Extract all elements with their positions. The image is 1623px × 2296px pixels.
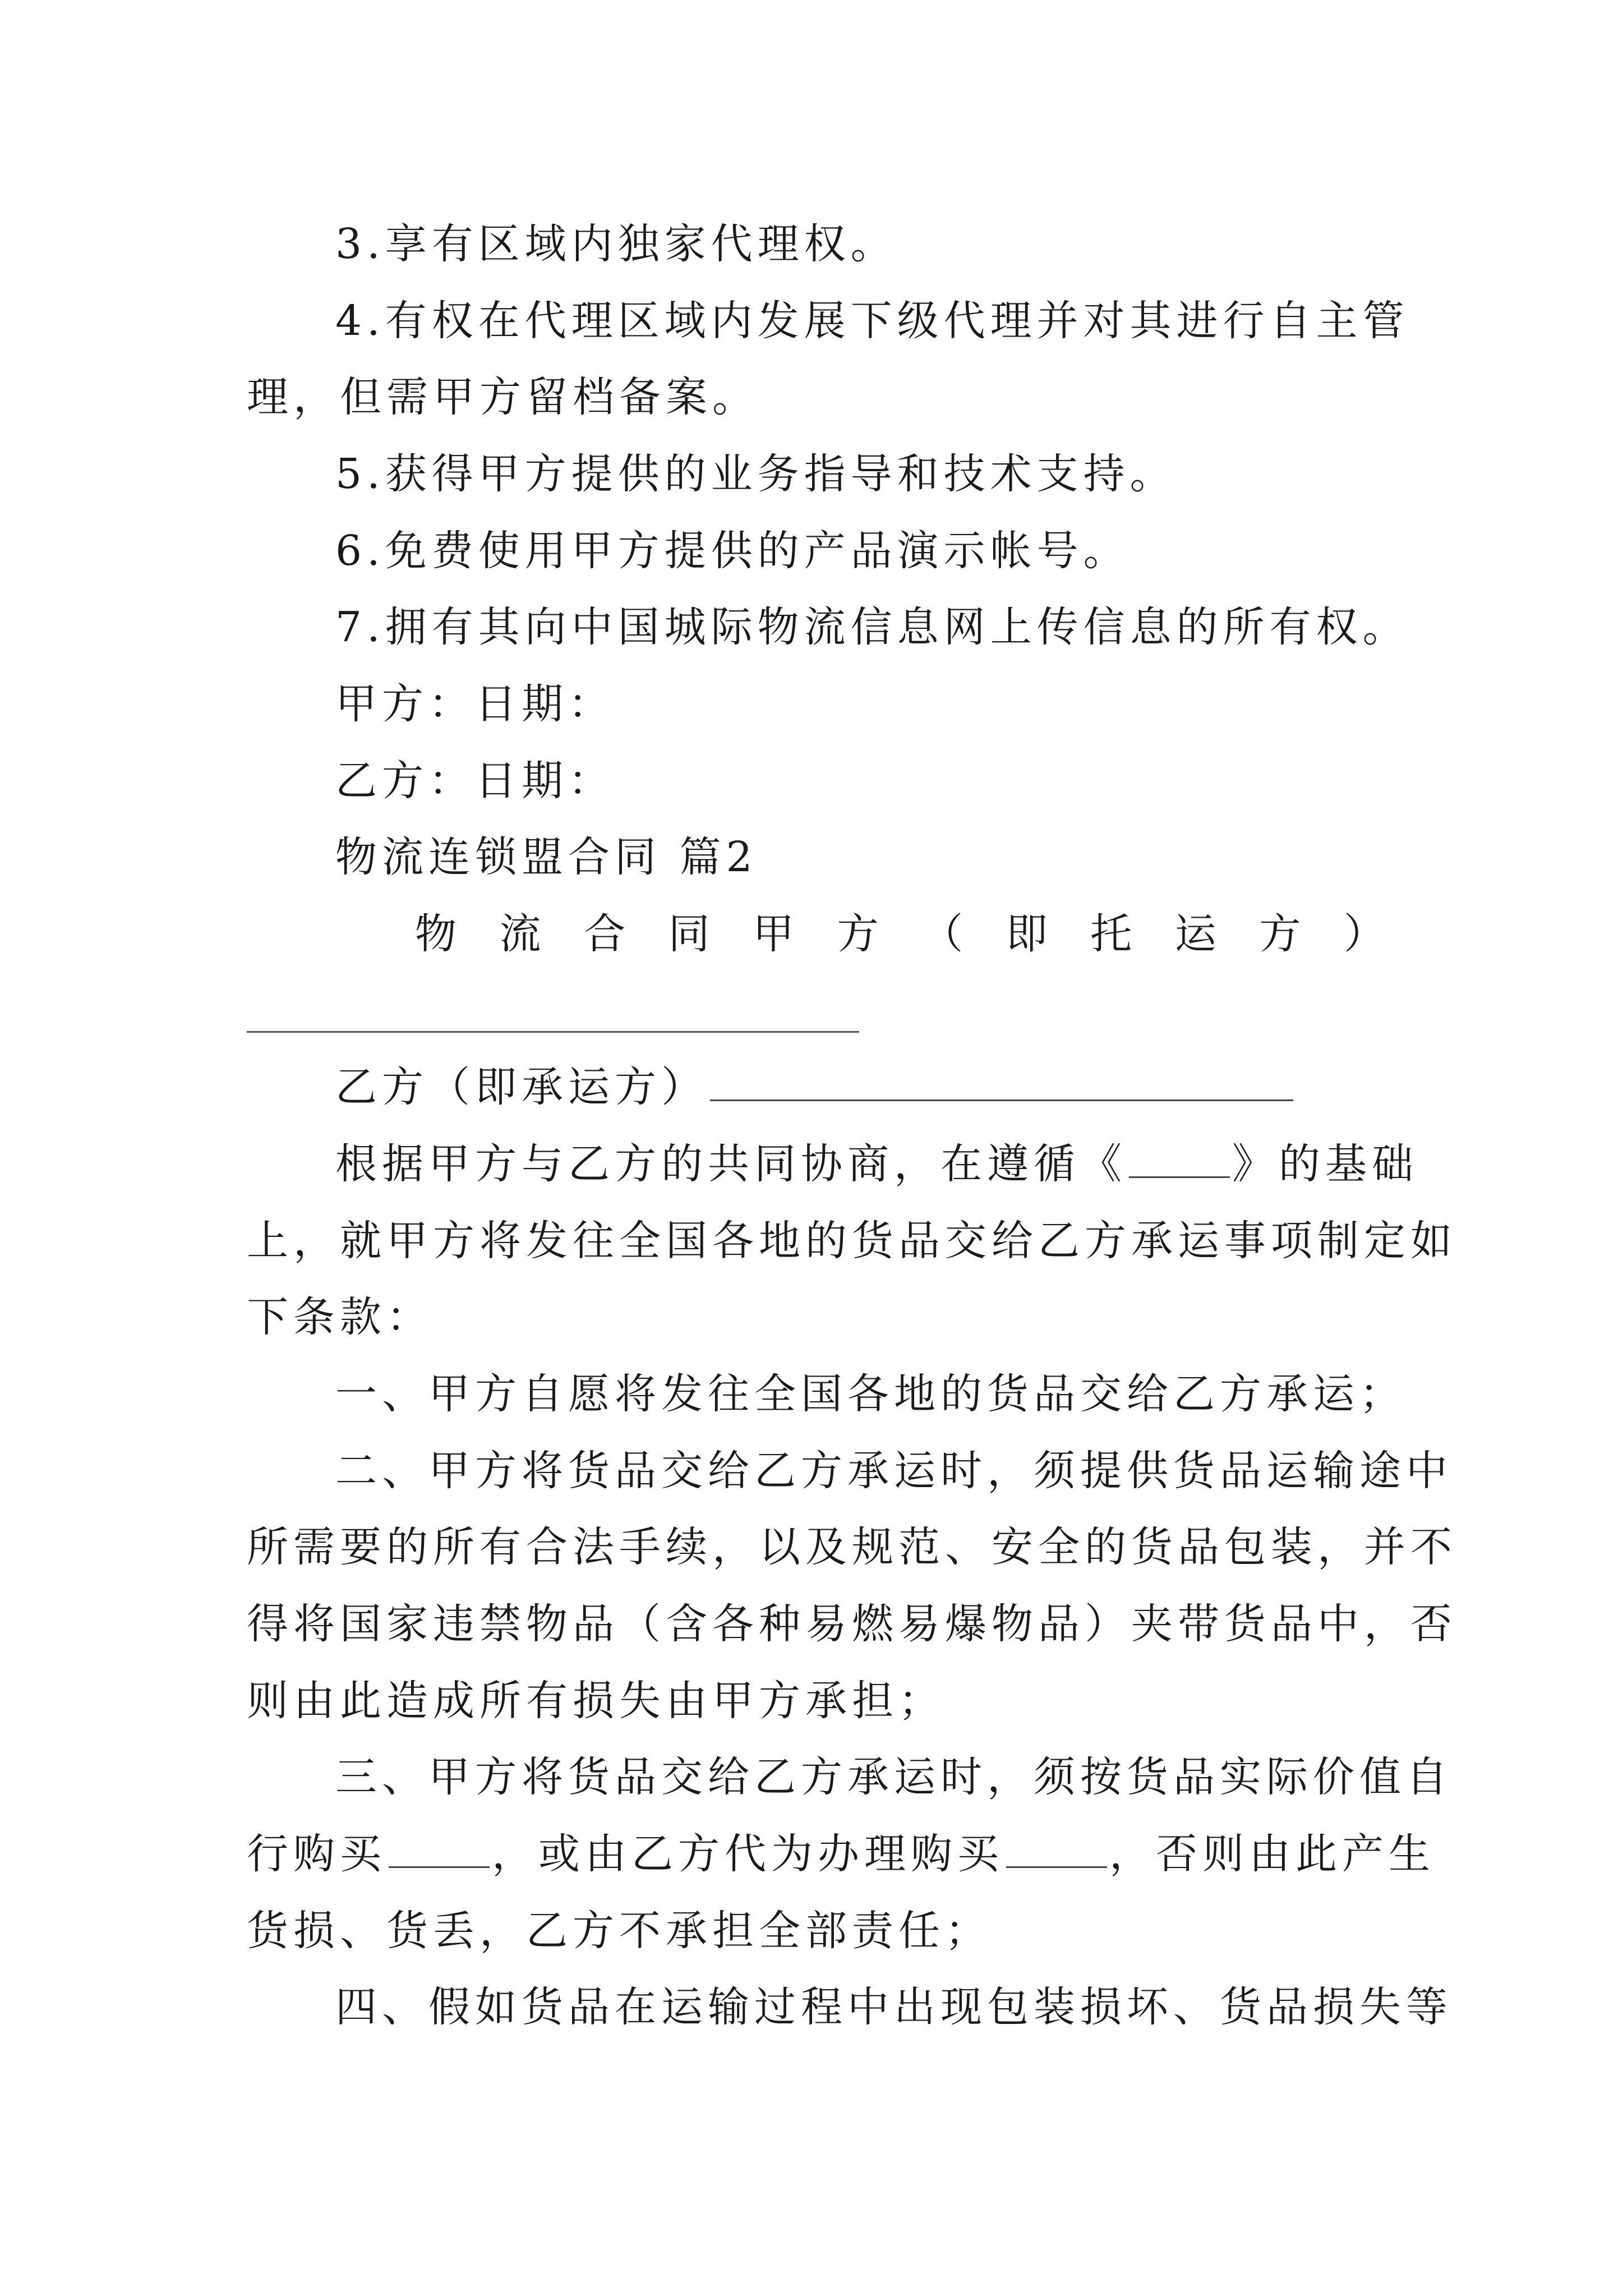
law-name-blank — [1129, 1142, 1230, 1178]
section-heading: 物流连锁盟合同 篇2 — [335, 833, 758, 881]
signature-party-b: 乙方：日期： — [335, 757, 615, 805]
party-b-label: 乙方（即承运方） — [335, 1063, 708, 1111]
item-3: 3.享有区域内独家代理权。 — [335, 220, 897, 268]
preamble-line-2: 上，就甲方将发往全国各地的货品交给乙方承运事项制定如 — [247, 1217, 1457, 1265]
insurance-blank-1 — [389, 1832, 490, 1868]
title-char: ） — [1343, 910, 1385, 958]
item-4-line-1: 4.有权在代理区域内发展下级代理并对其进行自主管 — [335, 297, 1409, 345]
clause-2-line-3: 得将国家违禁物品（含各种易燃易爆物品）夹带货品中，否 — [247, 1600, 1457, 1648]
clause-3-line-3: 货损、货丢，乙方不承担全部责任； — [247, 1907, 992, 1955]
item-4-line-2: 理，但需甲方留档备案。 — [247, 373, 759, 421]
insurance-blank-2 — [1006, 1832, 1107, 1868]
preamble-line-1 — [335, 1133, 1418, 1195]
title-char: 运 — [1174, 910, 1216, 958]
clause-2-line-1: 二、甲方将货品交给乙方承运时，须提供货品运输途中 — [335, 1447, 1453, 1495]
title-char: 物 — [415, 910, 457, 958]
party-a-blank-line — [247, 1031, 859, 1033]
item-6: 6.免费使用甲方提供的产品演示帐号。 — [335, 527, 1130, 575]
title-char: 合 — [584, 910, 626, 958]
clause-3-line-2 — [247, 1823, 1435, 1885]
party-b-blank — [710, 1065, 1293, 1101]
signature-party-a: 甲方：日期： — [335, 680, 615, 728]
clause-text: ，或由乙方代为办理购买 — [492, 1830, 1004, 1878]
preamble-line-3: 下条款： — [247, 1293, 433, 1341]
clause-2-line-4: 则由此造成所有损失由甲方承担； — [247, 1677, 945, 1725]
title-char: 甲 — [753, 910, 795, 958]
title-char: 同 — [668, 910, 710, 958]
title-char: 流 — [499, 910, 541, 958]
contract-title — [415, 903, 1385, 965]
preamble-text: 》的基础 — [1232, 1140, 1418, 1188]
party-b-line — [335, 1056, 1385, 1118]
clause-1: 一、甲方自愿将发往全国各地的货品交给乙方承运； — [335, 1370, 1406, 1418]
title-char: 即 — [1006, 910, 1048, 958]
preamble-text: 根据甲方与乙方的共同协商，在遵循《 — [335, 1140, 1127, 1188]
item-5: 5.获得甲方提供的业务指导和技术支持。 — [335, 450, 1177, 498]
clause-4-line-1: 四、假如货品在运输过程中出现包装损坏、货品损失等 — [335, 1983, 1453, 2031]
title-char: 方 — [837, 910, 879, 958]
title-char: 托 — [1090, 910, 1132, 958]
item-7: 7.拥有其向中国城际物流信息网上传信息的所有权。 — [335, 603, 1409, 651]
clause-3-line-1: 三、甲方将货品交给乙方承运时，须按货品实际价值自 — [335, 1753, 1453, 1801]
clause-2-line-2: 所需要的所有合法手续，以及规范、安全的货品包装，并不 — [247, 1523, 1457, 1571]
clause-text: 行购买 — [247, 1830, 386, 1878]
title-char: （ — [921, 910, 963, 958]
title-char: 方 — [1259, 910, 1301, 958]
clause-text: ，否则由此产生 — [1109, 1830, 1435, 1878]
